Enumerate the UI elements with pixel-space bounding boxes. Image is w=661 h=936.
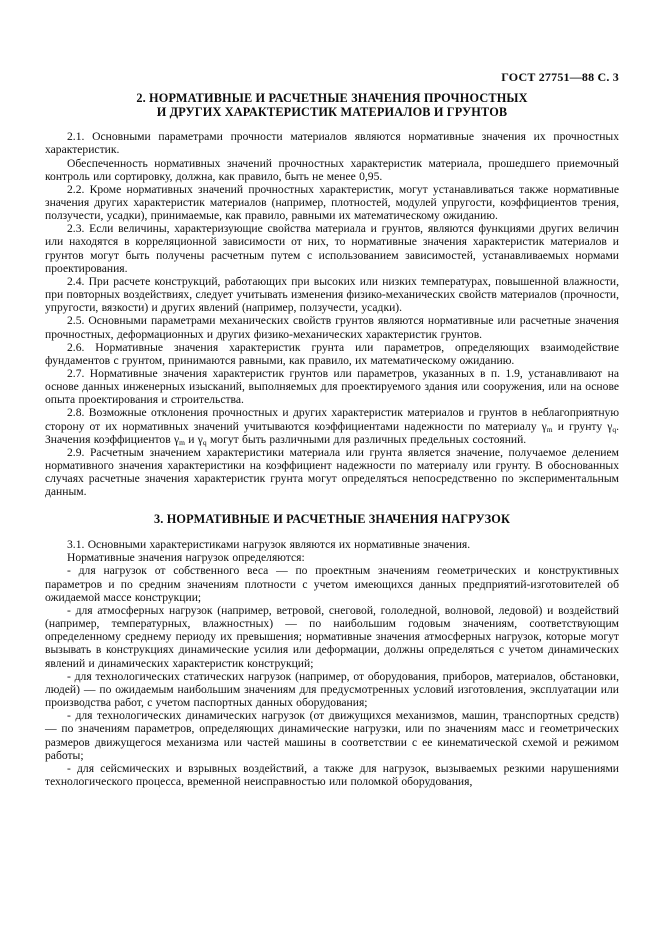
page-content bbox=[45, 92, 619, 788]
paragraph-2-1-note: Обеспеченность нормативных значений прочностных характеристик материала, прошедшего приемочный контроль или сортировку, должна, как правило, быть не менее 0,95. bbox=[45, 156, 619, 183]
paragraph-2-9: 2.9. Расчетным значением характеристики материала или грунта является значение, получаемое делением нормативного значения характеристики на коэффициент надежности по материалу или грунту. В обоснованных случаях расчетные значения характеристик грунта могут определяться непосредственно по экспериментальным данным. bbox=[45, 445, 619, 499]
section-2-heading-line2: И ДРУГИХ ХАРАКТЕРИСТИК МАТЕРИАЛОВ И ГРУНТОВ bbox=[156, 104, 508, 119]
page-header: ГОСТ 27751—88 С. 3 bbox=[501, 70, 619, 84]
load-item-atmospheric: - для атмосферных нагрузок (например, ветровой, снеговой, гололедной, волновой, ледовой) и воздействий (например, температурных, влажностных) — по наибольшим годовым значениям, соответствующим определенному среднему периоду их превышения; нормативные значения атмосферных нагрузок, которые могут вызывать в конструкциях динамические усилия или деформации, должны определяться с учетом динамических явлений и динамических характеристик конструкций; bbox=[45, 603, 619, 670]
paragraph-3-1: 3.1. Основными характеристиками нагрузок являются их нормативные значения. bbox=[67, 538, 471, 552]
load-item-dynamic-technological: - для технологических динамических нагрузок (от движущихся механизмов, машин, транспортных средств) — по значениям параметров, определяющих динамические нагрузки, или по значениям масс и геометрических размеров движущегося механизма или частей машины в соответствии с ее кинематической схемой и режимом работы; bbox=[45, 709, 619, 762]
section-2-heading bbox=[45, 92, 619, 119]
paragraph-2-1: 2.1. Основными параметрами прочности материалов являются нормативные значения их прочностных характеристик. bbox=[45, 130, 619, 157]
load-item-seismic: - для сейсмических и взрывных воздействий, а также для нагрузок, вызываемых резкими нарушениями технологического процесса, временной неисправностью или поломкой оборудования, bbox=[45, 761, 619, 788]
paragraph-2-7: 2.7. Нормативные значения характеристик грунтов или параметров, указанных в п. 1.9, устанавливают на основе данных инженерных изысканий, выполняемых для проектируемого здания или сооружения, или на основе опыта проектирования и строительства. bbox=[45, 367, 619, 407]
paragraph-2-6: 2.6. Нормативные значения характеристик грунта или параметров, определяющих взаимодействие фундаментов с грунтом, принимаются равными, как правило, их математическому ожиданию. bbox=[45, 340, 619, 367]
paragraph-2-5: 2.5. Основными параметрами механических свойств грунтов являются нормативные или расчетные значения прочностных, деформационных и других физико-механических характеристик грунтов. bbox=[45, 314, 619, 341]
paragraph-2-4: 2.4. При расчете конструкций, работающих при высоких или низких температурах, повышенной влажности, при повторных воздействиях, следует учитывать изменения физико-механических свойств материалов (прочности, упругости, вязкости) и других явлений (например, ползучести, усадки). bbox=[45, 274, 619, 315]
paragraph-2-8: 2.8. Возможные отклонения прочностных и других характеристик материалов и грунтов в неблагоприятную сторону от их нормативных значений учитываются коэффициентами надежности по материалу $\gamma_m$ и грунту $\gamma_q$. Значения коэффициентов $\gamma_m$ и $\gamma_q$ могут быть различными для различных предельных состояний. bbox=[45, 406, 619, 447]
paragraph-2-2: 2.2. Кроме нормативных значений прочностных характеристик, могут устанавливаться также нормативные значения других характеристик материалов (например, плотностей, модулей упругости, коэффициентов трения, ползучести, усадки), принимаемые, как правило, равными их математическому ожиданию. bbox=[45, 182, 619, 223]
section-3-heading: 3. НОРМАТИВНЫЕ И РАСЧЕТНЫЕ ЗНАЧЕНИЯ НАГРУЗОК bbox=[153, 511, 511, 526]
section-2-heading-line1: 2. НОРМАТИВНЫЕ И РАСЧЕТНЫЕ ЗНАЧЕНИЯ ПРОЧНОСТНЫХ bbox=[136, 91, 528, 105]
load-item-static-technological: - для технологических статических нагрузок (например, от оборудования, приборов, материалов, обстановки, людей) — по ожидаемым наибольшим значениям для предусмотренных условий изготовления, эксплуатации или производства работ, с учетом паспортных данных оборудования; bbox=[45, 669, 619, 710]
paragraph-2-3: 2.3. Если величины, характеризующие свойства материала и грунтов, являются функциями других величин или находятся в корреляционной зависимости от них, то нормативные значения характеристик материалов и грунтов могут быть получены расчетным путем с использованием зависимостей, устанавливаемых нормами проектирования. bbox=[45, 222, 619, 275]
load-item-self-weight: - для нагрузок от собственного веса — по проектным значениям геометрических и конструктивных параметров и по средним значениям плотности с учетом имеющихся данных предприятий-изготовителей об ожидаемой массе конструкции; bbox=[45, 564, 619, 604]
paragraph-3-1-intro: Нормативные значения нагрузок определяются: bbox=[67, 551, 305, 565]
